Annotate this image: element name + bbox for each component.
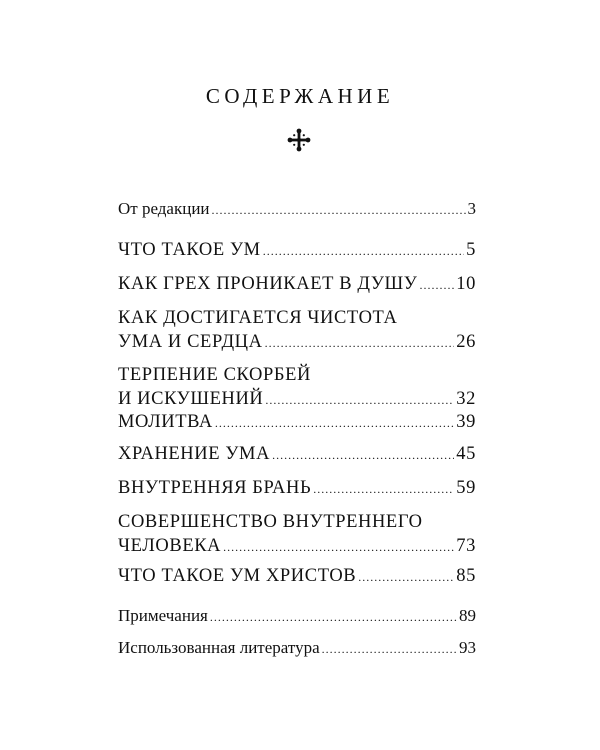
toc-entry-title: МОЛИТВА [118, 412, 213, 432]
leader-dots [419, 273, 454, 297]
toc-page-number: 32 [456, 389, 476, 409]
toc-page-number: 45 [456, 444, 476, 464]
page-title: СОДЕРЖАНИЕ [205, 84, 395, 108]
toc-entry-perfection[interactable] [118, 510, 476, 559]
toc-page-number: 59 [456, 478, 476, 498]
toc-entry-title-line2: УМА И СЕРДЦА [118, 332, 263, 352]
toc-entry-title-line2: И ИСКУШЕНИЙ [118, 389, 264, 409]
toc-entry-title-line2: ЧЕЛОВЕКА [118, 536, 222, 556]
toc-entry-title: Использованная литература [118, 638, 320, 657]
toc-entry-title: ВНУТРЕННЯЯ БРАНЬ [118, 478, 312, 498]
leader-dots [313, 477, 454, 501]
leader-dots [263, 239, 464, 263]
toc-page-number: 26 [456, 332, 476, 352]
leader-dots [215, 411, 454, 435]
toc-page-number: 89 [459, 606, 476, 625]
toc-entry-editorial[interactable] [118, 198, 476, 221]
toc-entry-title-line1: ТЕРПЕНИЕ СКОРБЕЙ [118, 365, 311, 385]
toc-page-number: 10 [456, 274, 476, 294]
toc-entry-bibliography[interactable] [118, 637, 476, 660]
toc-entry-title-line1: КАК ДОСТИГАЕТСЯ ЧИСТОТА [118, 308, 398, 328]
toc-page-number: 73 [456, 536, 476, 556]
leader-dots [212, 199, 466, 221]
toc-entry-guarding-mind[interactable] [118, 442, 476, 467]
leader-dots [265, 331, 455, 355]
toc-entry-title: КАК ГРЕХ ПРОНИКАЕТ В ДУШУ [118, 274, 418, 294]
toc-entry-title: ХРАНЕНИЕ УМА [118, 444, 271, 464]
toc-page-number: 85 [456, 566, 476, 586]
toc-page-number: 93 [459, 638, 476, 657]
leader-dots [210, 606, 457, 628]
toc-entry-sin-enters-soul[interactable] [118, 272, 476, 297]
toc-entry-title: Примечания [118, 606, 208, 625]
leader-dots [223, 535, 454, 559]
leader-dots [358, 565, 454, 589]
toc-page-number: 3 [467, 199, 476, 218]
cross-ornament-icon [287, 128, 311, 152]
toc-entry-title: ЧТО ТАКОЕ УМ [118, 240, 261, 260]
toc-entry-inner-warfare[interactable] [118, 476, 476, 501]
toc-entry-title: От редакции [118, 199, 210, 218]
toc-entry-title-line1: СОВЕРШЕНСТВО ВНУТРЕННЕГО [118, 512, 423, 532]
toc-page-number: 5 [466, 240, 476, 260]
toc-entry-title: ЧТО ТАКОЕ УМ ХРИСТОВ [118, 566, 357, 586]
toc-entry-prayer[interactable] [118, 410, 476, 435]
toc-entry-mind-of-christ[interactable] [118, 564, 476, 589]
toc-entry-purity[interactable] [118, 306, 476, 355]
toc-entry-notes[interactable] [118, 605, 476, 628]
leader-dots [265, 388, 454, 412]
leader-dots [272, 443, 454, 467]
leader-dots [322, 638, 457, 660]
toc-page-number: 39 [456, 412, 476, 432]
toc-entry-what-is-mind[interactable] [118, 238, 476, 263]
toc-entry-patience[interactable] [118, 363, 476, 412]
